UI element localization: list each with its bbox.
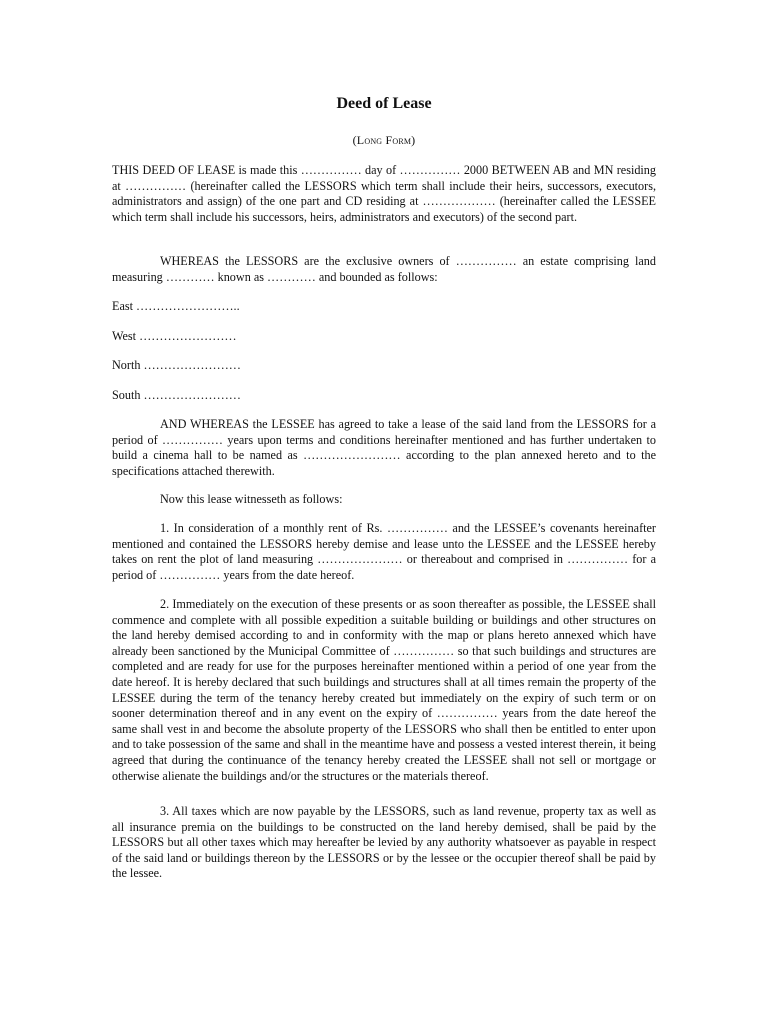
and-whereas-paragraph: AND WHEREAS the LESSEE has agreed to take a lease of the said land from the LESSORS for a period of …………… years upon terms and conditions hereinafter mentioned and has further undertaken to build a cinema hall to be named as …………………… according to the plan annexed hereto and to the specifications attached therewith. xyxy=(112,417,656,478)
clause-3-paragraph: 3. All taxes which are now payable by the LESSORS, such as land revenue, property tax as well as all insurance premia on the buildings to be constructed on the land hereby demised, shall be paid by the LESSORS but all other taxes which may hereafter be levied by any authority whatsoever as payable in respect of the said land or buildings thereon by the LESSORS or by the lessee or the occupier thereof shall be paid by the lessee. xyxy=(112,804,656,881)
clause-1-paragraph: 1. In consideration of a monthly rent of Rs. …………… and the LESSEE’s covenants hereinafter mentioned and contained the LESSORS hereby demise and lease unto the LESSEE and the LESSEE hereby takes on rent the plot of land measuring ………………… or thereabout and comprised in …………… for a period of …………… years from the date hereof. xyxy=(112,521,656,582)
boundary-east: East …………………….. xyxy=(112,299,240,313)
boundary-south: South …………………… xyxy=(112,388,241,402)
page-subtitle: (Long Form) xyxy=(352,133,416,147)
intro-paragraph: THIS DEED OF LEASE is made this …………… day of …………… 2000 BETWEEN AB and MN residing at …………… (hereinafter called the LESSORS which term shall include their heirs, successors, executors, administrators and assign) of the one part and CD residing at ……………… (hereinafter called the LESSEE which term shall include his successors, heirs, administrators and executors) of the second part. xyxy=(112,163,656,224)
page-title: Deed of Lease xyxy=(336,95,432,112)
witnesseth-line: Now this lease witnesseth as follows: xyxy=(160,492,343,506)
boundary-north: North …………………… xyxy=(112,358,241,372)
boundary-west: West …………………… xyxy=(112,329,237,343)
whereas-paragraph: WHEREAS the LESSORS are the exclusive owners of …………… an estate comprising land measuring ………… known as ………… and bounded as follows: xyxy=(112,254,656,284)
clause-2-paragraph: 2. Immediately on the execution of these presents or as soon thereafter as possible, the LESSEE shall commence and complete with all possible expedition a suitable building or buildings and other structures on the land hereby demised according to and in conformity with the map or plans hereto annexed which have already been sanctioned by the Municipal Committee of …………… so that such buildings and structures are completed and are ready for use for the purposes hereinafter mentioned within a period of one year from the date hereof. It is hereby declared that such buildings and structures shall at all times remain the property of the LESSEE during the term of the tenancy hereby created but immediately on the expiry of such term or on sooner determination thereof and in any event on the expiry of …………… years from the date hereof the same shall vest in and become the absolute property of the LESSORS who shall then be entitled to enter upon and to take possession of the same and shall in the meantime have and possess a vested interest therein, it being agreed that during the continuance of the tenancy hereby created the LESSEE shall not sell or mortgage or otherwise alienate the buildings and/or the structures or the materials thereof. xyxy=(112,597,656,783)
